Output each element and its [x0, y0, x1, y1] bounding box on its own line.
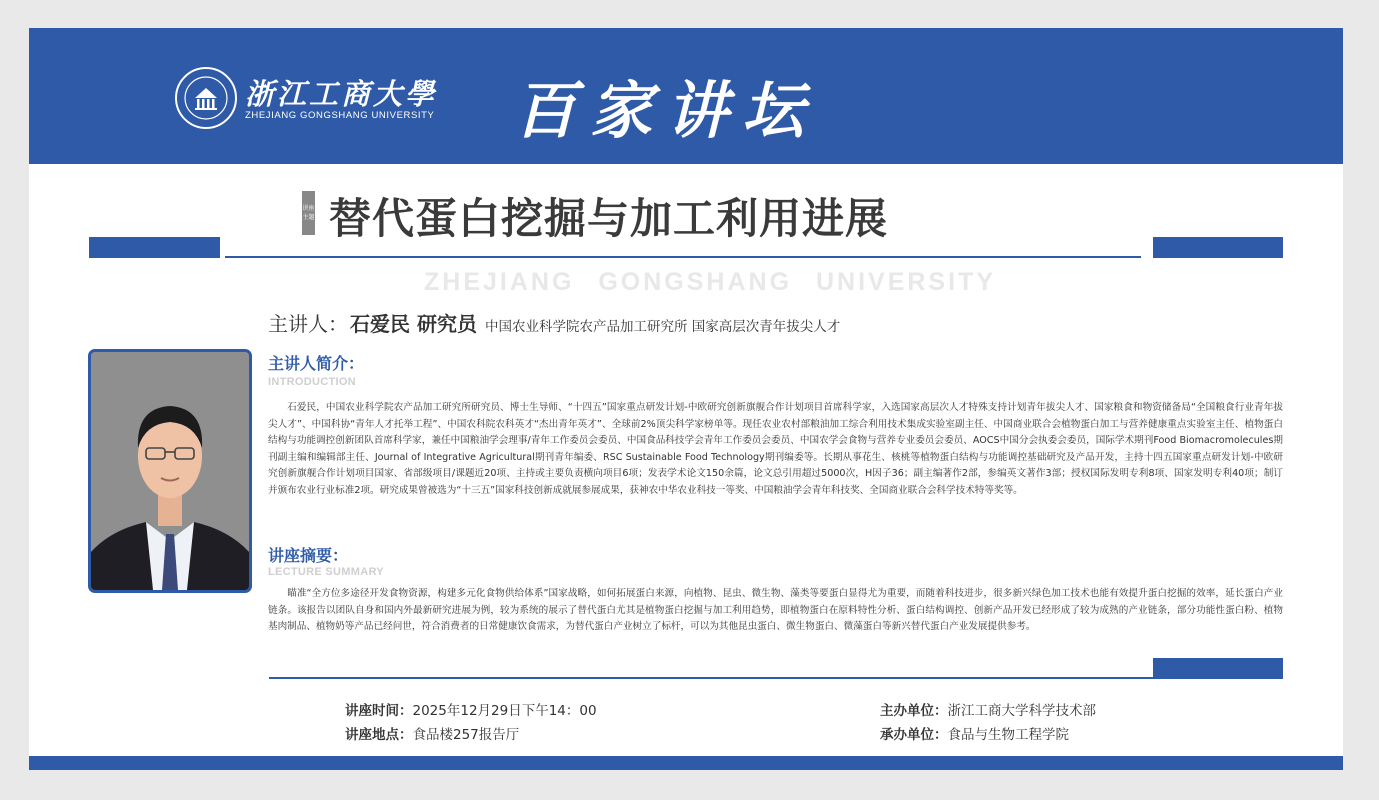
speaker-name: 石爱民 研究员 — [350, 312, 477, 336]
speaker-portrait-icon — [91, 352, 249, 590]
lecture-title: 替代蛋白挖掘与加工利用进展 — [329, 194, 889, 243]
poster — [29, 28, 1343, 770]
host-label: 主办单位： — [880, 703, 948, 719]
bottom-accent-bar — [1153, 658, 1283, 679]
intro-heading: 主讲人简介： — [268, 354, 365, 373]
watermark-text: ZHEJIANG GONGSHANG UNIVERSITY — [424, 268, 996, 296]
details-divider — [269, 677, 1283, 679]
speaker-photo — [88, 349, 252, 593]
organizer-info — [880, 723, 1069, 743]
organizer-value: 食品与生物工程学院 — [947, 727, 1069, 743]
place-label: 讲座地点： — [345, 727, 413, 743]
topic-tag: 讲座主题 — [302, 191, 315, 235]
host-info — [880, 699, 1096, 719]
host-value: 浙江工商大学科学技术部 — [947, 703, 1096, 719]
university-name-en: ZHEJIANG GONGSHANG UNIVERSITY — [245, 110, 435, 121]
place-info — [345, 723, 519, 743]
time-value: 2025年12月29日下午14：00 — [412, 703, 597, 719]
intro-subheading: INTRODUCTION — [268, 376, 356, 388]
footer-bar — [29, 756, 1343, 770]
header-banner — [29, 28, 1343, 164]
summary-text: 瞄准“全方位多途径开发食物资源，构建多元化食物供给体系”国家战略，如何拓展蛋白来源，向植物、昆虫、微生物、藻类等要蛋白显得尤为重要，而随着科技进步，很多新兴绿色加工技术也能有效提升蛋白挖掘的效率，延长蛋白产业链条。该报告以团队自身和国内外最新研究进展为例，较为系统的展示了替代蛋白尤其是植物蛋白挖掘与加工利用趋势，即植物蛋白在原料特性分析、蛋白结构调控、创新产品开发已经形成了较为成熟的产业链条，部分功能性蛋白粉、植物基肉制品、植物奶等产品已经问世，符合消费者的日常健康饮食需求，为替代蛋白产业树立了标杆，可以为其他昆虫蛋白、微生物蛋白、微藻蛋白等新兴替代蛋白产业发展提供参考。 — [268, 588, 1283, 632]
title-underline — [225, 256, 1141, 258]
organizer-label: 承办单位： — [880, 727, 948, 743]
speaker-line — [268, 308, 840, 337]
time-info — [345, 699, 597, 719]
summary-heading: 讲座摘要： — [268, 546, 349, 565]
speaker-label: 主讲人： — [268, 312, 348, 336]
left-accent-bar — [89, 237, 220, 258]
summary-subheading: LECTURE SUMMARY — [268, 566, 384, 578]
speaker-affiliation: 中国农业科学院农产品加工研究所 国家高层次青年拔尖人才 — [484, 319, 841, 335]
place-value: 食品楼257报告厅 — [412, 727, 520, 743]
intro-text: 石爱民，中国农业科学院农产品加工研究所研究员、博士生导师、“十四五”国家重点研发计划-中欧研究创新旗舰合作计划项目首席科学家，入选国家高层次人才特殊支持计划青年拔尖人才、国家粮食和物资储备局“全国粮食行业青年拔尖人才”、中国科协“青年人才托举工程”、中国农科院农科英才“杰出青年英才”、全球前2%顶尖科学家榜单等。现任农业农村部粮油加工综合利用技术集成实验室副主任、中国商业联合会植物蛋白加工与营养健康重点实验室主任、植物蛋白结构与功能调控创新团队首席科学家，兼任中国粮油学会理事/青年工作委员会委员、中国食品科技学会青年工作委员会委员、中国农学会食物与营养专业委员会委员、AOCS中国分会执委会委员，国际学术期刊Food Biomacromolecules期刊副主编和编辑部主任、Journal of Integrative Agricultural期刊青年编委、RSC Sustainable Food Technology期刊编委等。长期从事花生、核桃等植物蛋白结构与功能调控基础研究及产品开发，主持十四五国家重点研发计划-中欧研究创新旗舰合作计划项目国家、省部级项目/课题近20项、主持或主要负责横向项目6项；发表学术论文150余篇，论文总引用超过5000次，H因子36；副主编著作2部，参编英文著作3部；授权国际发明专利8项、国家发明专利40项；制订并颁布农业行业标准2项。研究成果曾被选为“十三五”国家科技创新成就展参展成果，获神农中华农业科技一等奖、中国粮油学会青年科技奖、全国商业联合会科学技术特等奖等。 — [268, 402, 1283, 496]
right-accent-bar — [1153, 237, 1283, 258]
university-emblem-icon — [174, 66, 238, 130]
time-label: 讲座时间： — [345, 703, 413, 719]
forum-title: 百家讲坛 — [514, 74, 819, 147]
university-name-cn: 浙江工商大學 — [245, 77, 438, 111]
